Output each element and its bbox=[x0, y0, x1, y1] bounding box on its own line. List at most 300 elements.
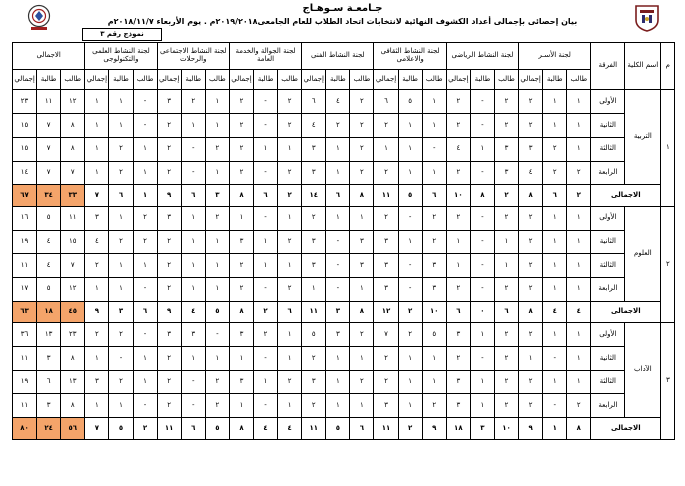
data-cell: ١ bbox=[205, 161, 229, 185]
data-cell: ٢ bbox=[302, 206, 326, 230]
grand-total-cell: ٣٣ bbox=[61, 185, 85, 207]
data-cell: ١ bbox=[302, 277, 326, 301]
data-cell: ٢ bbox=[229, 277, 253, 301]
data-cell: ٢ bbox=[519, 206, 543, 230]
data-cell: ١ bbox=[109, 277, 133, 301]
total-cell: ٤ bbox=[254, 418, 278, 440]
data-cell: ٢ bbox=[278, 90, 302, 114]
data-cell: ١ bbox=[350, 394, 374, 418]
data-cell: ٢ bbox=[205, 370, 229, 394]
data-cell: ١ bbox=[133, 347, 157, 371]
group-header-social-trips: لجنة النشاط الاجتماعى والرحلات bbox=[157, 43, 229, 70]
data-cell: ٢ bbox=[519, 254, 543, 278]
data-cell: ٥ bbox=[398, 90, 422, 114]
data-cell: ٢ bbox=[278, 114, 302, 138]
data-cell: ١ bbox=[422, 347, 446, 371]
data-cell: ٢ bbox=[543, 137, 567, 161]
subheader-cell: طالبة bbox=[37, 69, 61, 90]
total-cell: ٦ bbox=[422, 185, 446, 207]
data-cell: ٢ bbox=[446, 347, 470, 371]
data-cell: ٨ bbox=[61, 394, 85, 418]
data-cell: ١ bbox=[543, 90, 567, 114]
data-cell: ٢ bbox=[374, 161, 398, 185]
data-cell: ٧ bbox=[61, 161, 85, 185]
data-cell: ١ bbox=[254, 230, 278, 254]
subheader-cell: طالب bbox=[350, 69, 374, 90]
data-cell: ١ bbox=[350, 206, 374, 230]
data-cell: - bbox=[181, 394, 205, 418]
data-cell: ١ bbox=[326, 394, 350, 418]
group-header-sports: لجنة النشاط الرياضى bbox=[446, 43, 518, 70]
subheader-cell: طالب bbox=[422, 69, 446, 90]
data-cell: ٣ bbox=[37, 347, 61, 371]
data-cell: ١ bbox=[543, 254, 567, 278]
year-label: الثالثة bbox=[591, 370, 625, 394]
group-header-culture-media: لجنة النشاط الثقافى والاعلامى bbox=[374, 43, 446, 70]
data-cell: ١ bbox=[543, 230, 567, 254]
group-header-art: لجنة النشاط الفنى bbox=[302, 43, 374, 70]
data-cell: ٢ bbox=[350, 137, 374, 161]
data-cell: ٣ bbox=[302, 161, 326, 185]
data-cell: ١ bbox=[181, 347, 205, 371]
total-label: الاجمالى bbox=[591, 185, 661, 207]
total-cell: ٠ bbox=[470, 301, 494, 323]
data-cell: ٢ bbox=[181, 90, 205, 114]
year-label: الرابعة bbox=[591, 161, 625, 185]
data-cell: ٢ bbox=[519, 230, 543, 254]
total-cell: ٤ bbox=[181, 301, 205, 323]
data-cell: ١ bbox=[567, 254, 591, 278]
data-cell: ٢ bbox=[133, 206, 157, 230]
data-cell: - bbox=[254, 90, 278, 114]
data-cell: ٤ bbox=[446, 137, 470, 161]
data-cell: - bbox=[470, 206, 494, 230]
data-cell: ٢ bbox=[278, 370, 302, 394]
data-cell: - bbox=[470, 90, 494, 114]
data-cell: - bbox=[254, 347, 278, 371]
total-cell: ٦ bbox=[543, 185, 567, 207]
total-cell: ٩ bbox=[157, 185, 181, 207]
col-index-header: م bbox=[661, 43, 675, 90]
subheader-cell: طالبة bbox=[109, 69, 133, 90]
data-cell: ٧ bbox=[37, 161, 61, 185]
data-cell: ١ bbox=[519, 347, 543, 371]
total-cell: ٦ bbox=[326, 185, 350, 207]
total-cell: ٦ bbox=[254, 185, 278, 207]
data-cell: ١ bbox=[109, 90, 133, 114]
data-cell: ١ bbox=[567, 90, 591, 114]
data-cell: - bbox=[133, 114, 157, 138]
data-cell: ١ bbox=[446, 254, 470, 278]
data-cell: ١ bbox=[205, 114, 229, 138]
year-label: الأولى bbox=[591, 206, 625, 230]
data-cell: ١ bbox=[326, 370, 350, 394]
data-cell: ٥ bbox=[422, 323, 446, 347]
data-cell: ١ bbox=[326, 161, 350, 185]
data-cell: ٤ bbox=[302, 114, 326, 138]
total-cell: ٩ bbox=[422, 418, 446, 440]
data-cell: ١ bbox=[422, 370, 446, 394]
data-cell: ٣ bbox=[494, 137, 518, 161]
group-header-families: لجنة الأسـر bbox=[519, 43, 591, 70]
table-row bbox=[13, 114, 675, 138]
total-cell: ٣ bbox=[470, 418, 494, 440]
data-cell: ٢ bbox=[494, 206, 518, 230]
data-cell: ١ bbox=[567, 114, 591, 138]
data-cell: ٢ bbox=[109, 230, 133, 254]
data-cell: ٢ bbox=[519, 90, 543, 114]
total-cell: ٨ bbox=[567, 418, 591, 440]
total-cell: ١١ bbox=[302, 301, 326, 323]
total-cell: ١ bbox=[543, 418, 567, 440]
data-cell: ٢ bbox=[157, 161, 181, 185]
total-cell: ٦ bbox=[494, 301, 518, 323]
data-cell: ١ bbox=[85, 90, 109, 114]
total-cell: ٦ bbox=[181, 418, 205, 440]
data-cell: ٢ bbox=[205, 137, 229, 161]
data-cell: ١ bbox=[494, 254, 518, 278]
data-cell: ٢ bbox=[494, 394, 518, 418]
data-cell: ٦ bbox=[374, 90, 398, 114]
data-cell: ١ bbox=[205, 277, 229, 301]
data-cell: ٢ bbox=[350, 370, 374, 394]
data-cell: ٣ bbox=[85, 370, 109, 394]
subheader-cell: طالب bbox=[494, 69, 518, 90]
data-cell: ٢ bbox=[278, 277, 302, 301]
data-cell: ٢ bbox=[494, 114, 518, 138]
total-label: الاجمالى bbox=[591, 418, 661, 440]
data-cell: ١ bbox=[326, 206, 350, 230]
subheader-cell: إجمالي bbox=[519, 69, 543, 90]
data-cell: ١ bbox=[567, 137, 591, 161]
year-label: الرابعة bbox=[591, 277, 625, 301]
data-cell: ٢ bbox=[446, 206, 470, 230]
total-cell: ٦ bbox=[133, 301, 157, 323]
data-cell: ١ bbox=[543, 206, 567, 230]
data-cell: ١١ bbox=[13, 254, 37, 278]
data-cell: ٢ bbox=[350, 323, 374, 347]
table-row bbox=[13, 230, 675, 254]
data-cell: ٢ bbox=[205, 394, 229, 418]
data-cell: ٨ bbox=[61, 114, 85, 138]
data-cell: ٣ bbox=[326, 323, 350, 347]
data-cell: ٢ bbox=[229, 137, 253, 161]
data-cell: ٢ bbox=[229, 90, 253, 114]
data-cell: ١ bbox=[543, 323, 567, 347]
data-cell: ٣ bbox=[374, 394, 398, 418]
data-cell: ٨ bbox=[61, 137, 85, 161]
data-cell: ٢ bbox=[302, 347, 326, 371]
year-label: الثانية bbox=[591, 114, 625, 138]
data-cell: ١ bbox=[109, 254, 133, 278]
total-cell: ٥ bbox=[109, 418, 133, 440]
data-cell: ٣ bbox=[446, 370, 470, 394]
data-cell: ١ bbox=[398, 394, 422, 418]
data-cell: - bbox=[422, 137, 446, 161]
data-cell: ٣ bbox=[85, 206, 109, 230]
data-cell: ٦ bbox=[302, 90, 326, 114]
data-cell: ١ bbox=[229, 394, 253, 418]
data-cell: - bbox=[326, 277, 350, 301]
data-cell: ٣ bbox=[302, 370, 326, 394]
data-cell: - bbox=[133, 277, 157, 301]
subheader-cell: طالبة bbox=[254, 69, 278, 90]
data-cell: ٢ bbox=[519, 370, 543, 394]
subheader-cell: طالبة bbox=[470, 69, 494, 90]
data-cell: - bbox=[470, 230, 494, 254]
data-cell: ١ bbox=[326, 347, 350, 371]
data-cell: ٢ bbox=[278, 230, 302, 254]
data-cell: ١٥ bbox=[13, 137, 37, 161]
total-cell: ٢ bbox=[567, 185, 591, 207]
data-cell: ١ bbox=[470, 394, 494, 418]
data-cell: ٢٣ bbox=[61, 323, 85, 347]
data-cell: ٣ bbox=[350, 254, 374, 278]
data-cell: ٣ bbox=[519, 137, 543, 161]
data-cell: ١ bbox=[278, 254, 302, 278]
data-cell: ٢ bbox=[422, 206, 446, 230]
data-cell: ٣ bbox=[302, 230, 326, 254]
grand-total-cell: ٣٤ bbox=[37, 185, 61, 207]
data-cell: ١ bbox=[181, 277, 205, 301]
data-cell: ٣ bbox=[374, 254, 398, 278]
data-cell: ١٢ bbox=[61, 277, 85, 301]
total-cell: ٢ bbox=[494, 185, 518, 207]
data-cell: ٢ bbox=[157, 370, 181, 394]
total-cell: ٩ bbox=[519, 418, 543, 440]
total-cell: ٤ bbox=[543, 301, 567, 323]
total-cell: ٥ bbox=[398, 185, 422, 207]
data-cell: ١ bbox=[278, 347, 302, 371]
data-cell: - bbox=[133, 323, 157, 347]
total-cell: ٦ bbox=[109, 185, 133, 207]
data-cell: - bbox=[254, 206, 278, 230]
data-cell: ٢ bbox=[157, 277, 181, 301]
data-cell: ٢ bbox=[519, 114, 543, 138]
faculty-name: الآداب bbox=[625, 323, 661, 418]
data-cell: ١ bbox=[229, 347, 253, 371]
data-cell: ٢ bbox=[446, 161, 470, 185]
total-cell: ١٠ bbox=[422, 301, 446, 323]
table-row bbox=[13, 323, 675, 347]
data-cell: - bbox=[133, 394, 157, 418]
group-header-grand-total: الاجمالى bbox=[13, 43, 85, 70]
grand-total-cell: ٤٥ bbox=[61, 301, 85, 323]
year-label: الثانية bbox=[591, 347, 625, 371]
table-header-row bbox=[13, 43, 675, 70]
data-cell: - bbox=[470, 161, 494, 185]
table-row bbox=[13, 90, 675, 114]
subheader-cell: إجمالي bbox=[85, 69, 109, 90]
data-cell: ١ bbox=[350, 347, 374, 371]
total-cell: ٩ bbox=[157, 301, 181, 323]
data-cell: ١ bbox=[494, 230, 518, 254]
year-label: الرابعة bbox=[591, 394, 625, 418]
data-cell: - bbox=[181, 137, 205, 161]
total-cell: ٤ bbox=[278, 418, 302, 440]
data-cell: ٢ bbox=[229, 114, 253, 138]
group-header-science-tech: لجنة النشاط العلمى والتكنولوجى bbox=[85, 43, 157, 70]
grand-total-cell: ١٨ bbox=[37, 301, 61, 323]
data-cell: ٣ bbox=[302, 254, 326, 278]
year-label: الأولى bbox=[591, 323, 625, 347]
data-cell: ٢ bbox=[519, 394, 543, 418]
year-label: الثالثة bbox=[591, 254, 625, 278]
data-cell: ١ bbox=[422, 90, 446, 114]
university-title: جـامعـة سـوهـاج bbox=[302, 3, 383, 14]
total-cell: ٨ bbox=[229, 301, 253, 323]
total-cell: ١ bbox=[133, 185, 157, 207]
form-number-label: نموذج رقم ٣ bbox=[82, 28, 162, 41]
data-cell: ١ bbox=[543, 114, 567, 138]
total-cell: ١١ bbox=[157, 418, 181, 440]
data-cell: ١١ bbox=[13, 347, 37, 371]
data-cell: ١٦ bbox=[13, 206, 37, 230]
table-row bbox=[13, 394, 675, 418]
data-cell: - bbox=[398, 206, 422, 230]
data-cell: ٢ bbox=[157, 114, 181, 138]
data-cell: ٢ bbox=[422, 230, 446, 254]
data-cell: ١ bbox=[398, 230, 422, 254]
faculty-total-row bbox=[13, 418, 675, 440]
data-cell: ٢ bbox=[374, 114, 398, 138]
year-label: الثانية bbox=[591, 230, 625, 254]
data-cell: ٢ bbox=[157, 394, 181, 418]
data-cell: ٢ bbox=[109, 137, 133, 161]
year-label: الثالثة bbox=[591, 137, 625, 161]
total-cell: ٥ bbox=[326, 418, 350, 440]
faculty-index: ٢ bbox=[661, 206, 675, 322]
subheader-cell: طالب bbox=[567, 69, 591, 90]
data-cell: ٤ bbox=[37, 230, 61, 254]
data-cell: ٢ bbox=[446, 114, 470, 138]
data-cell: ١ bbox=[567, 323, 591, 347]
data-cell: ١ bbox=[85, 394, 109, 418]
data-cell: ٢ bbox=[85, 254, 109, 278]
data-cell: ١٧ bbox=[13, 277, 37, 301]
data-cell: ١ bbox=[85, 114, 109, 138]
data-cell: - bbox=[326, 254, 350, 278]
subheader-cell: إجمالي bbox=[446, 69, 470, 90]
data-cell: ١ bbox=[181, 254, 205, 278]
report-subtitle: بيان إحصائى بإجمالى أعداد الكشوف النهائية لانتخابات اتحاد الطلاب للعام الجامعى٢٠١٩/٢٠١٨م . يوم الأربعاء ٢٠١٨/١١/٧م bbox=[107, 17, 578, 26]
data-cell: ١٣ bbox=[37, 323, 61, 347]
data-cell: ١ bbox=[109, 206, 133, 230]
data-cell: ١ bbox=[109, 394, 133, 418]
data-cell: - bbox=[205, 323, 229, 347]
group-header-scouts: لجنة الجوالة والخدمة العامة bbox=[229, 43, 301, 70]
data-cell: ١ bbox=[85, 161, 109, 185]
data-cell: ٥ bbox=[37, 277, 61, 301]
data-cell: ١ bbox=[470, 323, 494, 347]
data-cell: ١ bbox=[109, 114, 133, 138]
data-cell: ١١ bbox=[37, 90, 61, 114]
data-cell: ١ bbox=[85, 347, 109, 371]
data-cell: ٢ bbox=[302, 394, 326, 418]
data-cell: ١٩ bbox=[13, 230, 37, 254]
data-cell: ١ bbox=[133, 254, 157, 278]
data-cell: ١ bbox=[543, 370, 567, 394]
data-cell: ٢ bbox=[374, 370, 398, 394]
data-cell: - bbox=[543, 394, 567, 418]
subheader-cell: إجمالي bbox=[157, 69, 181, 90]
data-cell: ٢ bbox=[205, 206, 229, 230]
data-cell: ٢ bbox=[519, 277, 543, 301]
subheader-cell: طالبة bbox=[398, 69, 422, 90]
col-college-header: اسم الكلية bbox=[625, 43, 661, 90]
data-cell: ٣٦ bbox=[13, 323, 37, 347]
data-cell: ١ bbox=[278, 206, 302, 230]
data-cell: ١٤ bbox=[13, 161, 37, 185]
data-cell: ٣ bbox=[157, 206, 181, 230]
data-cell: - bbox=[470, 254, 494, 278]
total-cell: ٨ bbox=[519, 185, 543, 207]
total-cell: ٨ bbox=[350, 301, 374, 323]
data-cell: ٢ bbox=[326, 114, 350, 138]
data-cell: ١ bbox=[350, 277, 374, 301]
data-cell: ١٩ bbox=[13, 370, 37, 394]
data-cell: ١ bbox=[181, 230, 205, 254]
data-cell: - bbox=[181, 370, 205, 394]
data-cell: ٢ bbox=[157, 254, 181, 278]
data-cell: ١ bbox=[278, 394, 302, 418]
total-cell: ٥ bbox=[205, 418, 229, 440]
data-cell: ٨ bbox=[61, 347, 85, 371]
total-cell: ٨ bbox=[519, 301, 543, 323]
subheader-cell: طالب bbox=[278, 69, 302, 90]
data-cell: ٤ bbox=[519, 161, 543, 185]
data-cell: ٢ bbox=[494, 323, 518, 347]
table-row bbox=[13, 277, 675, 301]
data-cell: - bbox=[254, 277, 278, 301]
total-cell: ١٨ bbox=[446, 418, 470, 440]
data-cell: ١ bbox=[422, 114, 446, 138]
total-cell: ٢ bbox=[254, 301, 278, 323]
total-cell: ٣ bbox=[326, 301, 350, 323]
data-cell: ١ bbox=[422, 161, 446, 185]
data-cell: ٧ bbox=[37, 137, 61, 161]
data-cell: ٢ bbox=[133, 230, 157, 254]
data-cell: - bbox=[398, 254, 422, 278]
data-cell: ٢ bbox=[85, 323, 109, 347]
data-cell: ٧ bbox=[37, 114, 61, 138]
data-cell: ٣ bbox=[494, 161, 518, 185]
total-cell: ٢ bbox=[278, 185, 302, 207]
data-cell: ٢ bbox=[350, 114, 374, 138]
data-cell: ١٢ bbox=[61, 90, 85, 114]
data-cell: ٣ bbox=[422, 277, 446, 301]
data-cell: ١ bbox=[205, 230, 229, 254]
data-cell: ١ bbox=[229, 206, 253, 230]
data-cell: ٣ bbox=[37, 394, 61, 418]
data-cell: ١ bbox=[374, 137, 398, 161]
total-cell: ١٤ bbox=[302, 185, 326, 207]
data-cell: ٣ bbox=[374, 277, 398, 301]
data-cell: ٢ bbox=[567, 394, 591, 418]
total-cell: ٦ bbox=[278, 301, 302, 323]
data-cell: ٥ bbox=[37, 206, 61, 230]
data-cell: ٢ bbox=[157, 347, 181, 371]
total-cell: ٤ bbox=[567, 301, 591, 323]
data-cell: ١ bbox=[446, 230, 470, 254]
data-cell: ٣ bbox=[446, 394, 470, 418]
data-cell: ٢ bbox=[519, 323, 543, 347]
data-cell: ١ bbox=[133, 137, 157, 161]
data-cell: ١ bbox=[254, 254, 278, 278]
faculty-index: ٣ bbox=[661, 323, 675, 440]
data-cell: ١ bbox=[278, 323, 302, 347]
data-cell: ٢ bbox=[446, 90, 470, 114]
